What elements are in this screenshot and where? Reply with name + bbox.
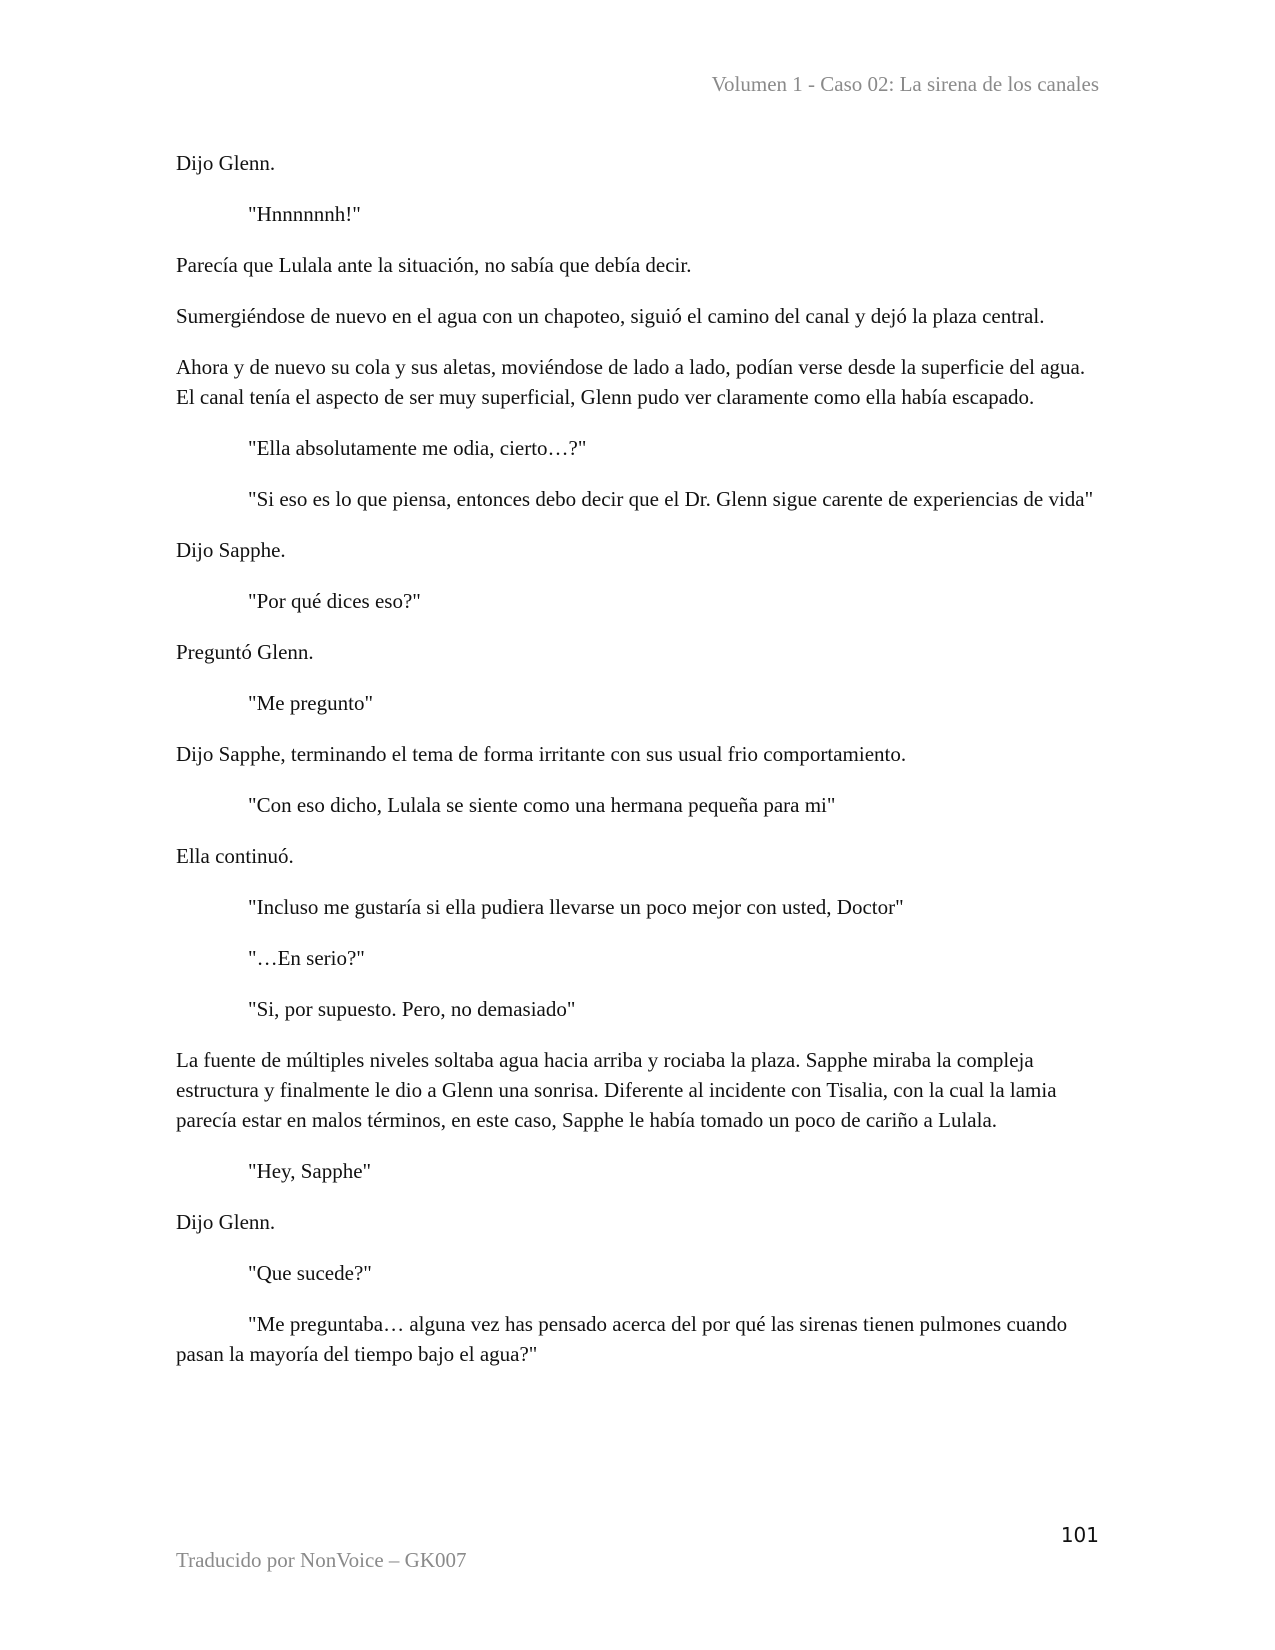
- page-body: [176, 148, 1099, 1390]
- paragraph: Dijo Sapphe.: [176, 538, 286, 562]
- paragraph: "Me pregunto": [248, 691, 374, 715]
- paragraph: La fuente de múltiples niveles soltaba agua hacia arriba y rociaba la plaza. Sapphe miraba la compleja estructura y finalmente le dio a Glenn una sonrisa. Diferente al incidente con Tisalia, con la cual la lamia parecía estar en malos términos, en este caso, Sapphe le había tomado un poco de cariño a Lulala.: [176, 1048, 1057, 1132]
- paragraph: "Ella absolutamente me odia, cierto…?": [248, 436, 587, 460]
- paragraph: "Me preguntaba… alguna vez has pensado acerca del por qué las sirenas tienen pulmones cuando pasan la mayoría del tiempo bajo el agua?": [176, 1312, 1068, 1366]
- paragraph: Sumergiéndose de nuevo en el agua con un chapoteo, siguió el camino del canal y dejó la plaza central.: [176, 304, 1045, 328]
- paragraph: Ahora y de nuevo su cola y sus aletas, moviéndose de lado a lado, podían verse desde la superficie del agua. El canal tenía el aspecto de ser muy superficial, Glenn pudo ver claramente como ella había escapado.: [176, 355, 1086, 409]
- paragraph: "Con eso dicho, Lulala se siente como una hermana pequeña para mi": [248, 793, 836, 817]
- paragraph: "…En serio?": [248, 946, 365, 970]
- paragraph: Dijo Glenn.: [176, 1210, 276, 1234]
- footer-credit: Traducido por NonVoice – GK007: [176, 1548, 467, 1572]
- paragraph: "Por qué dices eso?": [248, 589, 421, 613]
- paragraph: Parecía que Lulala ante la situación, no sabía que debía decir.: [176, 253, 692, 277]
- paragraph: Dijo Glenn.: [176, 151, 276, 175]
- paragraph: "Si, por supuesto. Pero, no demasiado": [248, 997, 576, 1021]
- paragraph: Preguntó Glenn.: [176, 640, 314, 664]
- page-number: 101: [1060, 1523, 1099, 1547]
- paragraph: "Hey, Sapphe": [248, 1159, 372, 1183]
- paragraph: "Hnnnnnnh!": [248, 202, 361, 226]
- paragraph: Dijo Sapphe, terminando el tema de forma irritante con sus usual frio comportamiento.: [176, 742, 907, 766]
- paragraph: "Que sucede?": [248, 1261, 372, 1285]
- running-header: Volumen 1 - Caso 02: La sirena de los canales: [711, 72, 1099, 96]
- paragraph: "Incluso me gustaría si ella pudiera llevarse un poco mejor con usted, Doctor": [248, 895, 904, 919]
- paragraph: "Si eso es lo que piensa, entonces debo decir que el Dr. Glenn sigue carente de experiencias de vida": [248, 487, 1094, 511]
- paragraph: Ella continuó.: [176, 844, 294, 868]
